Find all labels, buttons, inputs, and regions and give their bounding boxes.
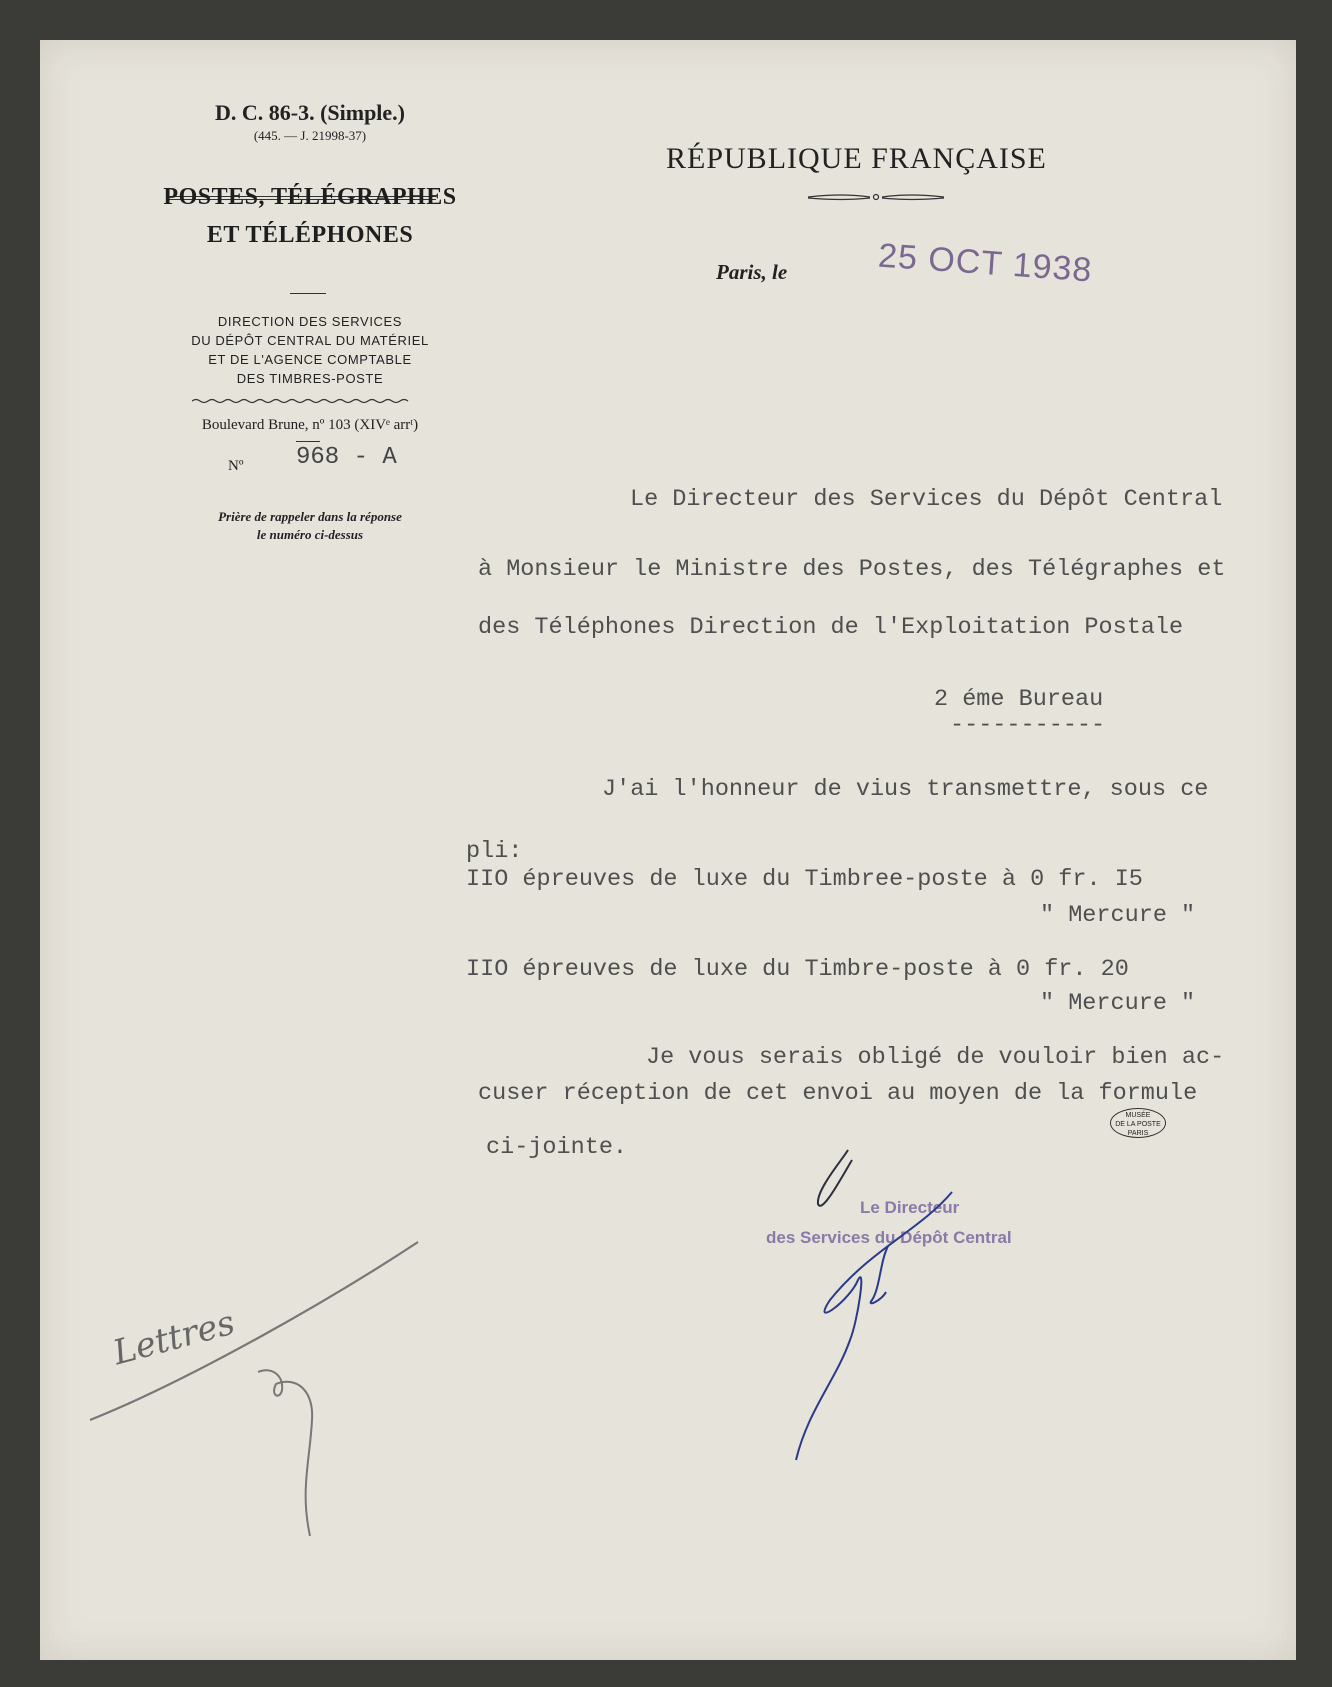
direction-line: DU DÉPÔT CENTRAL DU MATÉRIEL <box>191 333 429 348</box>
address: Boulevard Brune, nº 103 (XIVᵉ arrᵗ) <box>201 417 419 433</box>
address-rule <box>296 441 320 442</box>
museum-stamp-line: DE LA POSTE <box>1115 1121 1161 1128</box>
document-page <box>40 40 1296 1660</box>
museum-stamp-line: MUSÉE <box>1125 1112 1151 1119</box>
bureau-line: 2 éme Bureau <box>934 686 1104 713</box>
number-label: Nº <box>228 458 244 474</box>
direction-line: DES TIMBRES-POSTE <box>236 371 384 386</box>
reply-instruction-line: Prière de rappeler dans la réponse <box>218 509 402 524</box>
place-label: Paris, le <box>716 260 788 284</box>
museum-stamp-line: PARIS <box>1127 1130 1149 1137</box>
org-rule <box>290 293 326 294</box>
recipient-line-2: des Téléphones Direction de l'Exploitation Postale <box>478 614 1184 641</box>
handwritten-note: Lettres <box>108 1302 239 1374</box>
paragraph-line: Je vous serais obligé de vouloir bien ac- <box>646 1044 1225 1071</box>
org-line-2: ET TÉLÉPHONES <box>206 222 414 248</box>
item-line: " Mercure " <box>1040 902 1196 929</box>
museum-stamp <box>1110 1108 1166 1138</box>
item-line: IIO épreuves de luxe du Timbre-poste à 0 fr. 20 <box>466 956 1129 983</box>
ornament-divider <box>808 192 944 202</box>
organization-name <box>150 178 470 254</box>
direction-block <box>150 312 470 388</box>
item-line: IIO épreuves de luxe du Timbree-poste à 0 fr. I5 <box>466 866 1143 893</box>
reply-instruction <box>150 508 470 544</box>
reference-number: 968 - A <box>296 444 397 471</box>
recipient-line-1: à Monsieur le Ministre des Postes, des Télégraphes et <box>478 556 1226 583</box>
sender-line: Le Directeur des Services du Dépôt Central <box>630 486 1223 513</box>
republic-heading: RÉPUBLIQUE FRANÇAISE <box>666 142 1047 175</box>
paragraph-line: cuser réception de cet envoi au moyen de la formule <box>478 1080 1198 1107</box>
direction-line: DIRECTION DES SERVICES <box>217 314 403 329</box>
item-line: " Mercure " <box>1040 990 1196 1017</box>
direction-line: ET DE L'AGENCE COMPTABLE <box>208 352 412 367</box>
paragraph-line: ci-jointe. <box>486 1134 628 1161</box>
paragraph-line: pli: <box>466 838 523 865</box>
form-code: D. C. 86-3. (Simple.) <box>214 100 406 125</box>
letterhead-reference <box>150 100 470 144</box>
paragraph-line: J'ai l'honneur de vius transmettre, sous ce <box>602 776 1209 803</box>
wavy-divider <box>192 398 410 404</box>
reply-instruction-line: le numéro ci-dessus <box>256 527 364 542</box>
date-stamp: 25 OCT 1938 <box>876 236 1094 290</box>
bureau-underline: ----------- <box>950 712 1106 739</box>
org-line-1: POSTES, TÉLÉGRAPHES <box>163 184 457 210</box>
print-reference: (445. — J. 21998-37) <box>253 128 367 143</box>
signature-stamp-office: des Services du Dépôt Central <box>766 1228 1012 1247</box>
signature-stamp-title: Le Directeur <box>860 1198 960 1217</box>
